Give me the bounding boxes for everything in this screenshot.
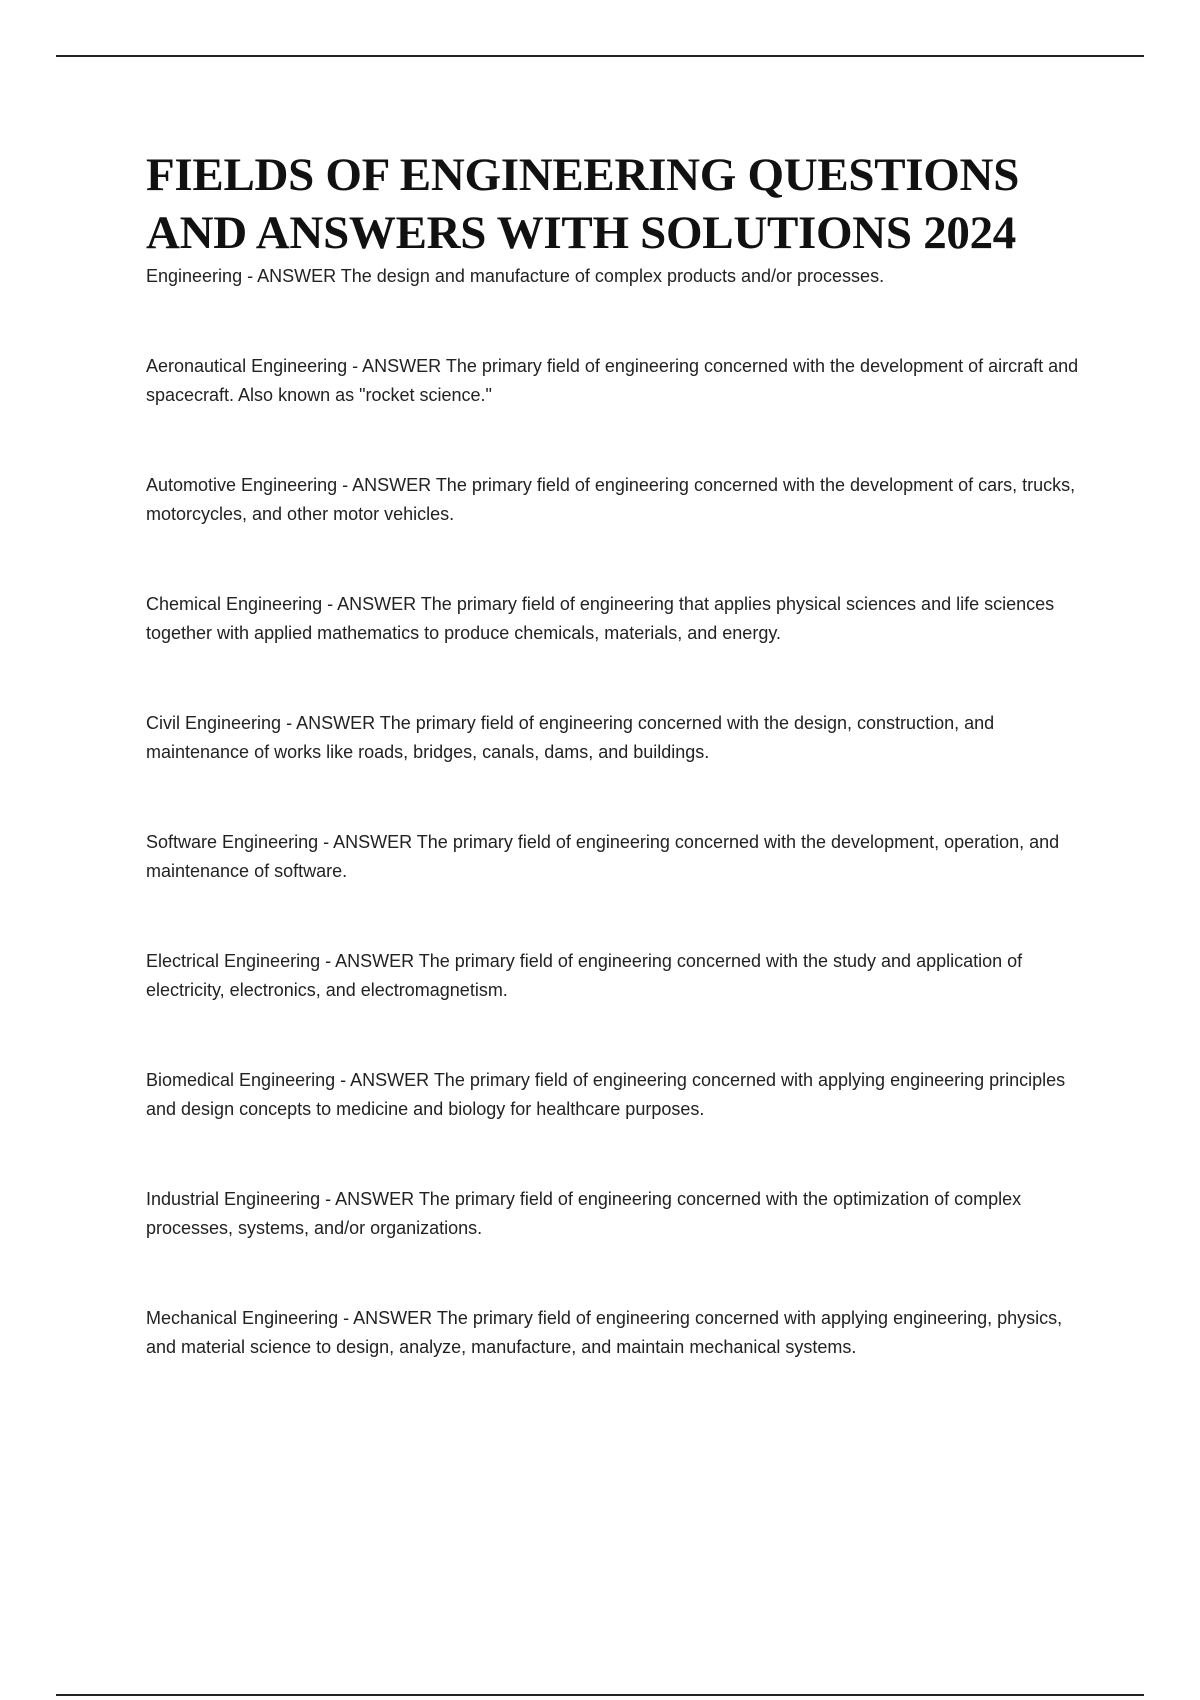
qa-answer: The design and manufacture of complex products and/or processes. <box>340 266 885 286</box>
qa-entry <box>146 352 1096 410</box>
qa-term: Software Engineering <box>146 832 319 852</box>
qa-answer: The primary field of engineering concerned with the development of cars, trucks, motorcycles, and other motor vehicles. <box>146 475 1076 524</box>
qa-term: Civil Engineering <box>146 713 282 733</box>
qa-entry <box>146 471 1096 529</box>
qa-term: Automotive Engineering <box>146 475 338 495</box>
qa-entry <box>146 1304 1096 1362</box>
answer-separator: - ANSWER <box>320 951 419 971</box>
qa-entry <box>146 1066 1096 1124</box>
qa-entry <box>146 1185 1096 1243</box>
bottom-rule <box>56 1694 1144 1696</box>
qa-entry <box>146 947 1096 1005</box>
document-body <box>146 146 1096 1362</box>
qa-list <box>146 262 1096 1362</box>
qa-entry <box>146 262 1096 291</box>
answer-separator: - ANSWER <box>338 1308 437 1328</box>
answer-separator: - ANSWER <box>347 356 446 376</box>
qa-answer: The primary field of engineering concerned with applying engineering, physics, and material science to design, analyze, manufacture, and maintain mechanical systems. <box>146 1308 1063 1357</box>
qa-answer: The primary field of engineering that applies physical sciences and life sciences together with applied mathematics to produce chemicals, materials, and energy. <box>146 594 1055 643</box>
qa-answer: The primary field of engineering concerned with the optimization of complex processes, systems, and/or organizations. <box>146 1189 1022 1238</box>
answer-separator: - ANSWER <box>335 1070 434 1090</box>
qa-term: Engineering <box>146 266 243 286</box>
qa-entry <box>146 828 1096 886</box>
qa-term: Chemical Engineering <box>146 594 323 614</box>
qa-term: Industrial Engineering <box>146 1189 321 1209</box>
qa-term: Electrical Engineering <box>146 951 321 971</box>
title-line-2: AND ANSWERS WITH SOLUTIONS 2024 <box>146 207 1016 259</box>
answer-separator: - ANSWER <box>320 1189 419 1209</box>
answer-separator: - ANSWER <box>318 832 417 852</box>
top-rule <box>56 55 1144 57</box>
answer-separator: - ANSWER <box>242 266 341 286</box>
title-line-1: FIELDS OF ENGINEERING QUESTIONS <box>146 149 1020 201</box>
qa-answer: The primary field of engineering concerned with the development, operation, and maintenance of software. <box>146 832 1060 881</box>
qa-entry <box>146 709 1096 767</box>
qa-answer: The primary field of engineering concerned with the design, construction, and maintenance of works like roads, bridges, canals, dams, and buildings. <box>146 713 995 762</box>
qa-answer: The primary field of engineering concerned with the development of aircraft and spacecraft. Also known as "rocket science." <box>146 356 1079 405</box>
document-title <box>146 146 1096 262</box>
answer-separator: - ANSWER <box>281 713 380 733</box>
qa-term: Mechanical Engineering <box>146 1308 339 1328</box>
qa-term: Aeronautical Engineering <box>146 356 348 376</box>
qa-entry <box>146 590 1096 648</box>
qa-answer: The primary field of engineering concerned with the study and application of electricity, electronics, and electromagnetism. <box>146 951 1023 1000</box>
qa-answer: The primary field of engineering concerned with applying engineering principles and design concepts to medicine and biology for healthcare purposes. <box>146 1070 1066 1119</box>
qa-term: Biomedical Engineering <box>146 1070 336 1090</box>
answer-separator: - ANSWER <box>322 594 421 614</box>
answer-separator: - ANSWER <box>337 475 436 495</box>
